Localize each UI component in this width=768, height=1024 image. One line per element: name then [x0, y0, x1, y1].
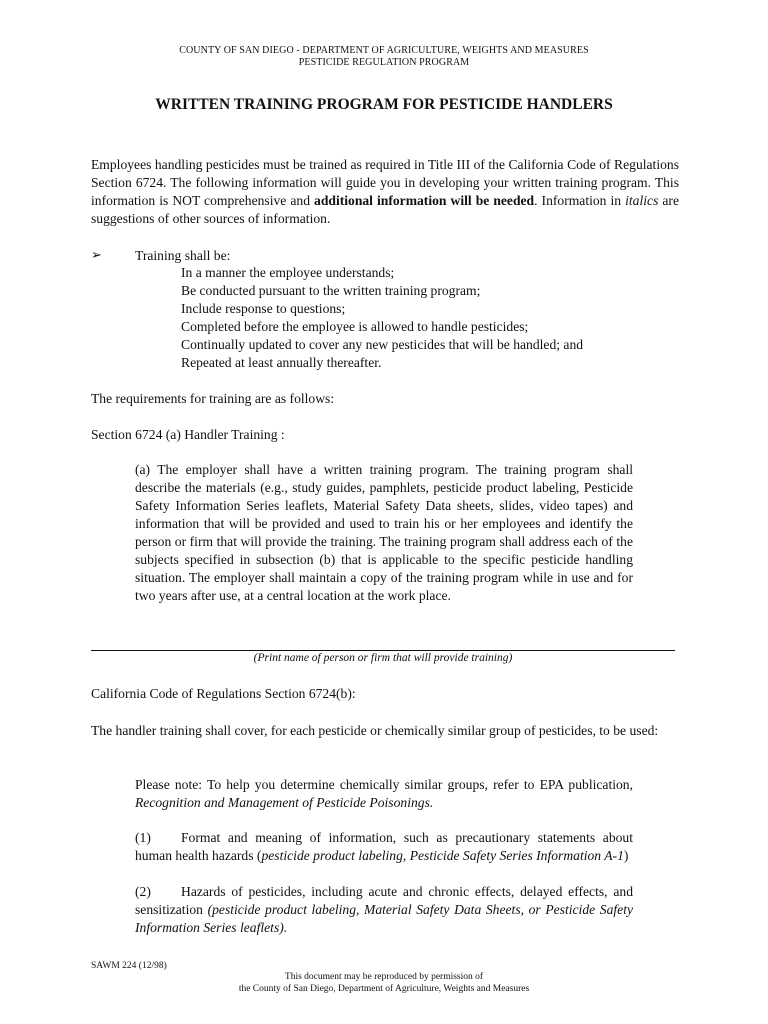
intro-paragraph — [91, 156, 679, 228]
item-end: ) — [623, 848, 629, 863]
training-requirement-item: In a manner the employee understands; — [181, 265, 395, 280]
signature-caption: (Print name of person or firm that will provide training) — [253, 652, 513, 664]
bullet-label: Training shall be: — [135, 248, 231, 263]
section-a-text: (a) The employer shall have a written training program. The training program shall describe the materials (e.g., study guides, pamphlets, pesticide product labeling, Pesticide Safety Information Series leaflets, Material Safety Data sheets, slides, video tapes) and information that will be provided and used to train his or her employees and identify the person or firm that will provide the training. The training program shall address each of the subjects specified in subsection (b) that is applicable to the specific pesticide handling situation. The employer shall maintain a copy of the training program while in use and for two years after use, at a central location at the work place. — [135, 462, 633, 603]
please-note-paragraph — [135, 776, 633, 812]
training-requirement-item: Repeated at least annually thereafter. — [181, 355, 382, 370]
form-code: SAWM 224 (12/98) — [91, 961, 167, 971]
training-requirement-item: Continually updated to cover any new pesticides that will be handled; and — [181, 337, 584, 352]
requirements-intro: The requirements for training are as follows: — [91, 391, 335, 406]
item-text: Hazards of pesticides, including acute and chronic effects, delayed effects, and sensitization — [135, 884, 633, 917]
note-publication-title: Recognition and Management of Pesticide Poisonings. — [135, 795, 434, 810]
item-source: pesticide product labeling, Pesticide Safety Series Information A-1 — [261, 848, 624, 863]
intro-bold-text: additional information will be needed — [314, 193, 535, 208]
note-text: Please note: To help you determine chemically similar groups, refer to EPA publication, — [135, 777, 633, 792]
item-number: (2) — [135, 884, 151, 899]
document-title: WRITTEN TRAINING PROGRAM FOR PESTICIDE HANDLERS — [155, 96, 613, 113]
section-b-intro: The handler training shall cover, for each pesticide or chemically similar group of pesticides, to be used: — [91, 723, 659, 738]
item-text: Format and meaning of information, such as precautionary statements about human health hazards ( — [135, 830, 633, 863]
training-item-2 — [135, 883, 633, 937]
intro-text-2: . Information in — [534, 193, 626, 208]
intro-text-1: Employees handling pesticides must be trained as required in Title III of the California Code of Regulations Section 6724. The following information will guide you in developing your written training program. This information is NOT comprehensive and — [91, 157, 679, 208]
signature-line — [91, 650, 675, 651]
header-line-2: PESTICIDE REGULATION PROGRAM — [298, 57, 470, 68]
arrow-bullet-icon: ➢ — [91, 248, 102, 263]
training-requirement-item: Completed before the employee is allowed to handle pesticides; — [181, 319, 529, 334]
intro-italic-text: italics — [625, 193, 659, 208]
training-requirement-item: Include response to questions; — [181, 301, 346, 316]
training-item-1 — [135, 829, 633, 865]
section-b-heading: California Code of Regulations Section 6724(b): — [91, 686, 356, 701]
intro-text-3: are suggestions of other sources of information. — [91, 193, 679, 226]
footer-line-1: This document may be reproduced by permission of — [284, 972, 484, 982]
header-line-1: COUNTY OF SAN DIEGO - DEPARTMENT OF AGRICULTURE, WEIGHTS AND MEASURES — [179, 45, 589, 56]
item-number: (1) — [135, 830, 151, 845]
section-a-heading: Section 6724 (a) Handler Training : — [91, 427, 285, 442]
item-source: (pesticide product labeling, Material Safety Data Sheets, or Pesticide Safety Information Series leaflets). — [135, 902, 634, 935]
training-requirement-item: Be conducted pursuant to the written training program; — [181, 283, 481, 298]
footer-line-2: the County of San Diego, Department of Agriculture, Weights and Measures — [238, 984, 530, 994]
